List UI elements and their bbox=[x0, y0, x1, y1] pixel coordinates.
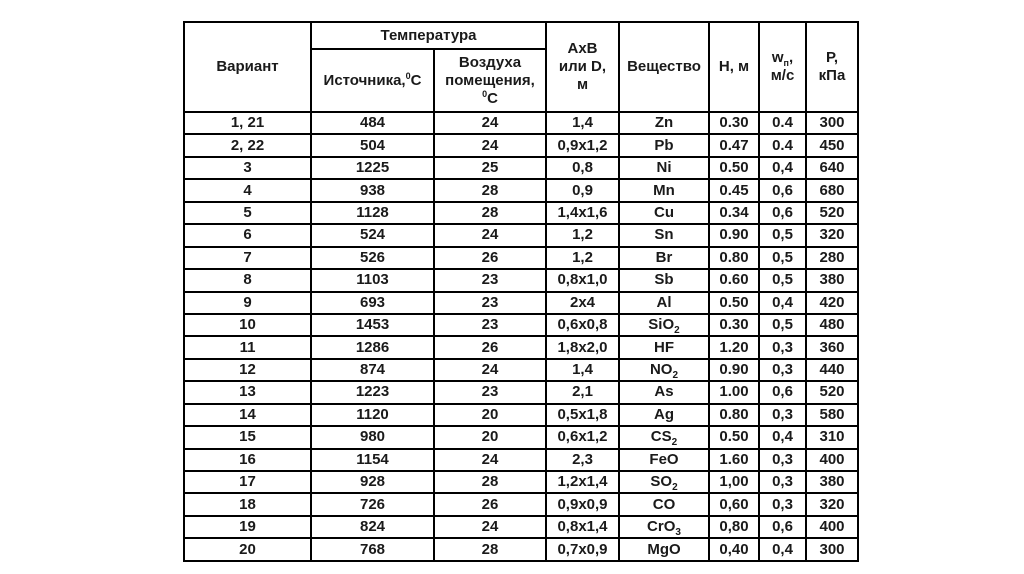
table-row bbox=[184, 269, 858, 291]
substance-base: CrO bbox=[647, 518, 676, 536]
velocity-comma: , bbox=[788, 49, 794, 66]
header-temp-room bbox=[434, 49, 546, 112]
cell-t_room: 24 bbox=[434, 359, 546, 381]
cell-t_source: 484 bbox=[311, 112, 434, 134]
cell-axb: 0,8x1,0 bbox=[546, 269, 619, 291]
cell-axb: 2,1 bbox=[546, 381, 619, 403]
cell-t_source: 824 bbox=[311, 516, 434, 538]
cell-p: 420 bbox=[806, 292, 858, 314]
table-row bbox=[184, 202, 858, 224]
velocity-symbol: w bbox=[771, 49, 784, 66]
header-temp-source bbox=[311, 49, 434, 112]
cell-variant: 12 bbox=[184, 359, 311, 381]
cell-w: 0,3 bbox=[759, 449, 806, 471]
cell-axb: 0,7x0,9 bbox=[546, 538, 619, 560]
cell-t_room: 28 bbox=[434, 538, 546, 560]
cell-p: 320 bbox=[806, 493, 858, 515]
cell-variant: 17 bbox=[184, 471, 311, 493]
cell-t_room: 24 bbox=[434, 224, 546, 246]
cell-t_source: 928 bbox=[311, 471, 434, 493]
cell-axb: 1,2 bbox=[546, 247, 619, 269]
cell-t_room: 23 bbox=[434, 269, 546, 291]
cell-t_room: 24 bbox=[434, 516, 546, 538]
cell-t_source: 1154 bbox=[311, 449, 434, 471]
cell-axb: 1,4 bbox=[546, 359, 619, 381]
cell-t_room: 26 bbox=[434, 493, 546, 515]
table-row bbox=[184, 157, 858, 179]
cell-variant: 19 bbox=[184, 516, 311, 538]
cell-axb: 1,2 bbox=[546, 224, 619, 246]
cell-t_source: 726 bbox=[311, 493, 434, 515]
cell-w: 0,4 bbox=[759, 292, 806, 314]
cell-t_source: 1225 bbox=[311, 157, 434, 179]
cell-substance: As bbox=[619, 381, 709, 403]
cell-t_room: 23 bbox=[434, 381, 546, 403]
cell-p: 680 bbox=[806, 179, 858, 201]
cell-variant: 20 bbox=[184, 538, 311, 560]
cell-w: 0,5 bbox=[759, 224, 806, 246]
cell-variant: 3 bbox=[184, 157, 311, 179]
cell-substance: Sb bbox=[619, 269, 709, 291]
table-row bbox=[184, 404, 858, 426]
cell-t_source: 980 bbox=[311, 426, 434, 448]
cell-axb: 1,8x2,0 bbox=[546, 336, 619, 358]
cell-p: 380 bbox=[806, 269, 858, 291]
header-velocity-line1 bbox=[762, 49, 803, 67]
temp-source-degree-sup: 0 bbox=[405, 70, 411, 81]
cell-p: 640 bbox=[806, 157, 858, 179]
cell-h: 0.50 bbox=[709, 426, 759, 448]
cell-p: 580 bbox=[806, 404, 858, 426]
substance-base: SiO bbox=[648, 316, 675, 334]
cell-substance: FeO bbox=[619, 449, 709, 471]
cell-t_source: 524 bbox=[311, 224, 434, 246]
cell-axb: 0,8x1,4 bbox=[546, 516, 619, 538]
temp-room-unit: С bbox=[487, 89, 498, 107]
cell-h: 0.80 bbox=[709, 247, 759, 269]
header-velocity bbox=[759, 22, 806, 112]
cell-h: 0.90 bbox=[709, 359, 759, 381]
cell-substance: Mn bbox=[619, 179, 709, 201]
cell-h: 0,40 bbox=[709, 538, 759, 560]
cell-t_source: 1223 bbox=[311, 381, 434, 403]
cell-variant: 14 bbox=[184, 404, 311, 426]
header-temperature: Температура bbox=[311, 22, 546, 49]
header-axb-line1: АхВ bbox=[567, 40, 598, 57]
temp-room-line1: Воздуха bbox=[458, 53, 522, 71]
cell-p: 480 bbox=[806, 314, 858, 336]
cell-w: 0.4 bbox=[759, 112, 806, 134]
table-body bbox=[184, 112, 858, 561]
cell-t_source: 938 bbox=[311, 179, 434, 201]
cell-t_room: 23 bbox=[434, 314, 546, 336]
cell-t_source: 504 bbox=[311, 134, 434, 156]
table-row bbox=[184, 112, 858, 134]
cell-t_source: 768 bbox=[311, 538, 434, 560]
header-pressure-line2: кПа bbox=[818, 67, 846, 84]
cell-t_room: 20 bbox=[434, 404, 546, 426]
cell-h: 0.50 bbox=[709, 292, 759, 314]
cell-variant: 2, 22 bbox=[184, 134, 311, 156]
cell-substance bbox=[619, 471, 709, 493]
substance-base: SO bbox=[650, 473, 673, 491]
cell-substance: Pb bbox=[619, 134, 709, 156]
header-height: Н, м bbox=[709, 22, 759, 112]
cell-substance: MgO bbox=[619, 538, 709, 560]
cell-h: 0.90 bbox=[709, 224, 759, 246]
cell-variant: 16 bbox=[184, 449, 311, 471]
cell-h: 1.60 bbox=[709, 449, 759, 471]
cell-axb: 2,3 bbox=[546, 449, 619, 471]
cell-substance: CO bbox=[619, 493, 709, 515]
cell-h: 0.30 bbox=[709, 314, 759, 336]
temp-room-line3 bbox=[437, 90, 543, 108]
cell-axb: 0,9x1,2 bbox=[546, 134, 619, 156]
cell-t_room: 25 bbox=[434, 157, 546, 179]
table-row bbox=[184, 538, 858, 560]
substance-subscript: 3 bbox=[675, 527, 681, 539]
table-row bbox=[184, 516, 858, 538]
cell-axb: 0,9x0,9 bbox=[546, 493, 619, 515]
table-row bbox=[184, 493, 858, 515]
table-row bbox=[184, 314, 858, 336]
cell-w: 0,3 bbox=[759, 493, 806, 515]
cell-t_room: 26 bbox=[434, 247, 546, 269]
cell-t_room: 23 bbox=[434, 292, 546, 314]
temp-room-degree-sup: 0 bbox=[482, 88, 488, 99]
header-variant: Вариант bbox=[184, 22, 311, 112]
cell-p: 520 bbox=[806, 381, 858, 403]
cell-w: 0,5 bbox=[759, 247, 806, 269]
cell-t_room: 28 bbox=[434, 179, 546, 201]
cell-variant: 6 bbox=[184, 224, 311, 246]
cell-substance: Cu bbox=[619, 202, 709, 224]
header-pressure-line1: Р, bbox=[825, 49, 839, 66]
cell-t_source: 1453 bbox=[311, 314, 434, 336]
cell-substance: HF bbox=[619, 336, 709, 358]
cell-variant: 10 bbox=[184, 314, 311, 336]
cell-w: 0,4 bbox=[759, 538, 806, 560]
cell-t_source: 1120 bbox=[311, 404, 434, 426]
substance-subscript: 2 bbox=[674, 325, 680, 337]
table-row bbox=[184, 471, 858, 493]
header-axb bbox=[546, 22, 619, 112]
cell-t_room: 24 bbox=[434, 449, 546, 471]
table-row bbox=[184, 381, 858, 403]
cell-h: 0.30 bbox=[709, 112, 759, 134]
cell-t_source: 693 bbox=[311, 292, 434, 314]
cell-p: 360 bbox=[806, 336, 858, 358]
cell-substance bbox=[619, 426, 709, 448]
cell-p: 320 bbox=[806, 224, 858, 246]
cell-axb: 1,4x1,6 bbox=[546, 202, 619, 224]
cell-h: 0,60 bbox=[709, 493, 759, 515]
substance-base: NO bbox=[649, 361, 673, 379]
cell-t_room: 28 bbox=[434, 471, 546, 493]
substance-subscript: 2 bbox=[672, 482, 678, 494]
substance-subscript: 2 bbox=[671, 437, 678, 449]
cell-p: 400 bbox=[806, 516, 858, 538]
header-axb-line2: или D, bbox=[558, 58, 607, 75]
cell-w: 0,5 bbox=[759, 314, 806, 336]
table-row bbox=[184, 247, 858, 269]
cell-variant: 7 bbox=[184, 247, 311, 269]
table-row bbox=[184, 359, 858, 381]
table-row bbox=[184, 449, 858, 471]
cell-w: 0,6 bbox=[759, 179, 806, 201]
cell-w: 0,6 bbox=[759, 381, 806, 403]
cell-substance bbox=[619, 516, 709, 538]
cell-w: 0.4 bbox=[759, 134, 806, 156]
cell-t_source: 1103 bbox=[311, 269, 434, 291]
cell-t_source: 1286 bbox=[311, 336, 434, 358]
cell-w: 0,3 bbox=[759, 359, 806, 381]
header-pressure bbox=[806, 22, 858, 112]
temp-room-line2: помещения, bbox=[445, 71, 535, 89]
cell-variant: 9 bbox=[184, 292, 311, 314]
cell-substance: Br bbox=[619, 247, 709, 269]
cell-axb: 0,6x0,8 bbox=[546, 314, 619, 336]
cell-axb: 0,9 bbox=[546, 179, 619, 201]
cell-variant: 4 bbox=[184, 179, 311, 201]
substance-base: CS bbox=[650, 428, 672, 446]
cell-p: 520 bbox=[806, 202, 858, 224]
cell-p: 450 bbox=[806, 134, 858, 156]
cell-t_source: 526 bbox=[311, 247, 434, 269]
cell-w: 0,6 bbox=[759, 202, 806, 224]
cell-h: 0,80 bbox=[709, 516, 759, 538]
cell-variant: 18 bbox=[184, 493, 311, 515]
cell-w: 0,4 bbox=[759, 157, 806, 179]
cell-p: 440 bbox=[806, 359, 858, 381]
header-velocity-line2: м/с bbox=[770, 67, 795, 84]
cell-substance: Ni bbox=[619, 157, 709, 179]
temp-source-text: Источника, bbox=[323, 71, 406, 89]
cell-p: 280 bbox=[806, 247, 858, 269]
cell-t_room: 24 bbox=[434, 112, 546, 134]
cell-t_room: 28 bbox=[434, 202, 546, 224]
cell-substance bbox=[619, 314, 709, 336]
variants-table bbox=[183, 21, 859, 562]
cell-w: 0,4 bbox=[759, 426, 806, 448]
table-row bbox=[184, 292, 858, 314]
cell-h: 0.50 bbox=[709, 157, 759, 179]
substance-subscript: 2 bbox=[672, 370, 679, 382]
cell-h: 0.45 bbox=[709, 179, 759, 201]
cell-variant: 5 bbox=[184, 202, 311, 224]
cell-t_room: 26 bbox=[434, 336, 546, 358]
cell-variant: 15 bbox=[184, 426, 311, 448]
cell-h: 0.60 bbox=[709, 269, 759, 291]
cell-h: 1,00 bbox=[709, 471, 759, 493]
cell-axb: 0,6x1,2 bbox=[546, 426, 619, 448]
cell-substance: Al bbox=[619, 292, 709, 314]
cell-variant: 11 bbox=[184, 336, 311, 358]
cell-substance: Zn bbox=[619, 112, 709, 134]
cell-variant: 8 bbox=[184, 269, 311, 291]
cell-p: 400 bbox=[806, 449, 858, 471]
cell-w: 0,3 bbox=[759, 404, 806, 426]
table-row bbox=[184, 224, 858, 246]
cell-substance: Ag bbox=[619, 404, 709, 426]
cell-substance bbox=[619, 359, 709, 381]
cell-w: 0,6 bbox=[759, 516, 806, 538]
cell-t_source: 1128 bbox=[311, 202, 434, 224]
cell-t_room: 24 bbox=[434, 134, 546, 156]
header-substance: Вещество bbox=[619, 22, 709, 112]
velocity-subscript: п bbox=[783, 58, 789, 68]
cell-substance: Sn bbox=[619, 224, 709, 246]
cell-w: 0,5 bbox=[759, 269, 806, 291]
cell-h: 1.20 bbox=[709, 336, 759, 358]
cell-w: 0,3 bbox=[759, 471, 806, 493]
table-row bbox=[184, 134, 858, 156]
table-row bbox=[184, 179, 858, 201]
table-row bbox=[184, 336, 858, 358]
cell-t_room: 20 bbox=[434, 426, 546, 448]
cell-p: 300 bbox=[806, 112, 858, 134]
header-axb-line3: м bbox=[576, 76, 589, 93]
cell-t_source: 874 bbox=[311, 359, 434, 381]
cell-p: 300 bbox=[806, 538, 858, 560]
cell-h: 1.00 bbox=[709, 381, 759, 403]
cell-axb: 1,4 bbox=[546, 112, 619, 134]
temp-source-unit: С bbox=[410, 71, 422, 89]
cell-axb: 0,8 bbox=[546, 157, 619, 179]
cell-h: 0.80 bbox=[709, 404, 759, 426]
table-header bbox=[184, 22, 858, 112]
cell-p: 310 bbox=[806, 426, 858, 448]
cell-h: 0.47 bbox=[709, 134, 759, 156]
cell-h: 0.34 bbox=[709, 202, 759, 224]
table-row bbox=[184, 426, 858, 448]
cell-p: 380 bbox=[806, 471, 858, 493]
cell-w: 0,3 bbox=[759, 336, 806, 358]
cell-variant: 13 bbox=[184, 381, 311, 403]
cell-variant: 1, 21 bbox=[184, 112, 311, 134]
cell-axb: 0,5x1,8 bbox=[546, 404, 619, 426]
cell-axb: 2x4 bbox=[546, 292, 619, 314]
cell-axb: 1,2x1,4 bbox=[546, 471, 619, 493]
